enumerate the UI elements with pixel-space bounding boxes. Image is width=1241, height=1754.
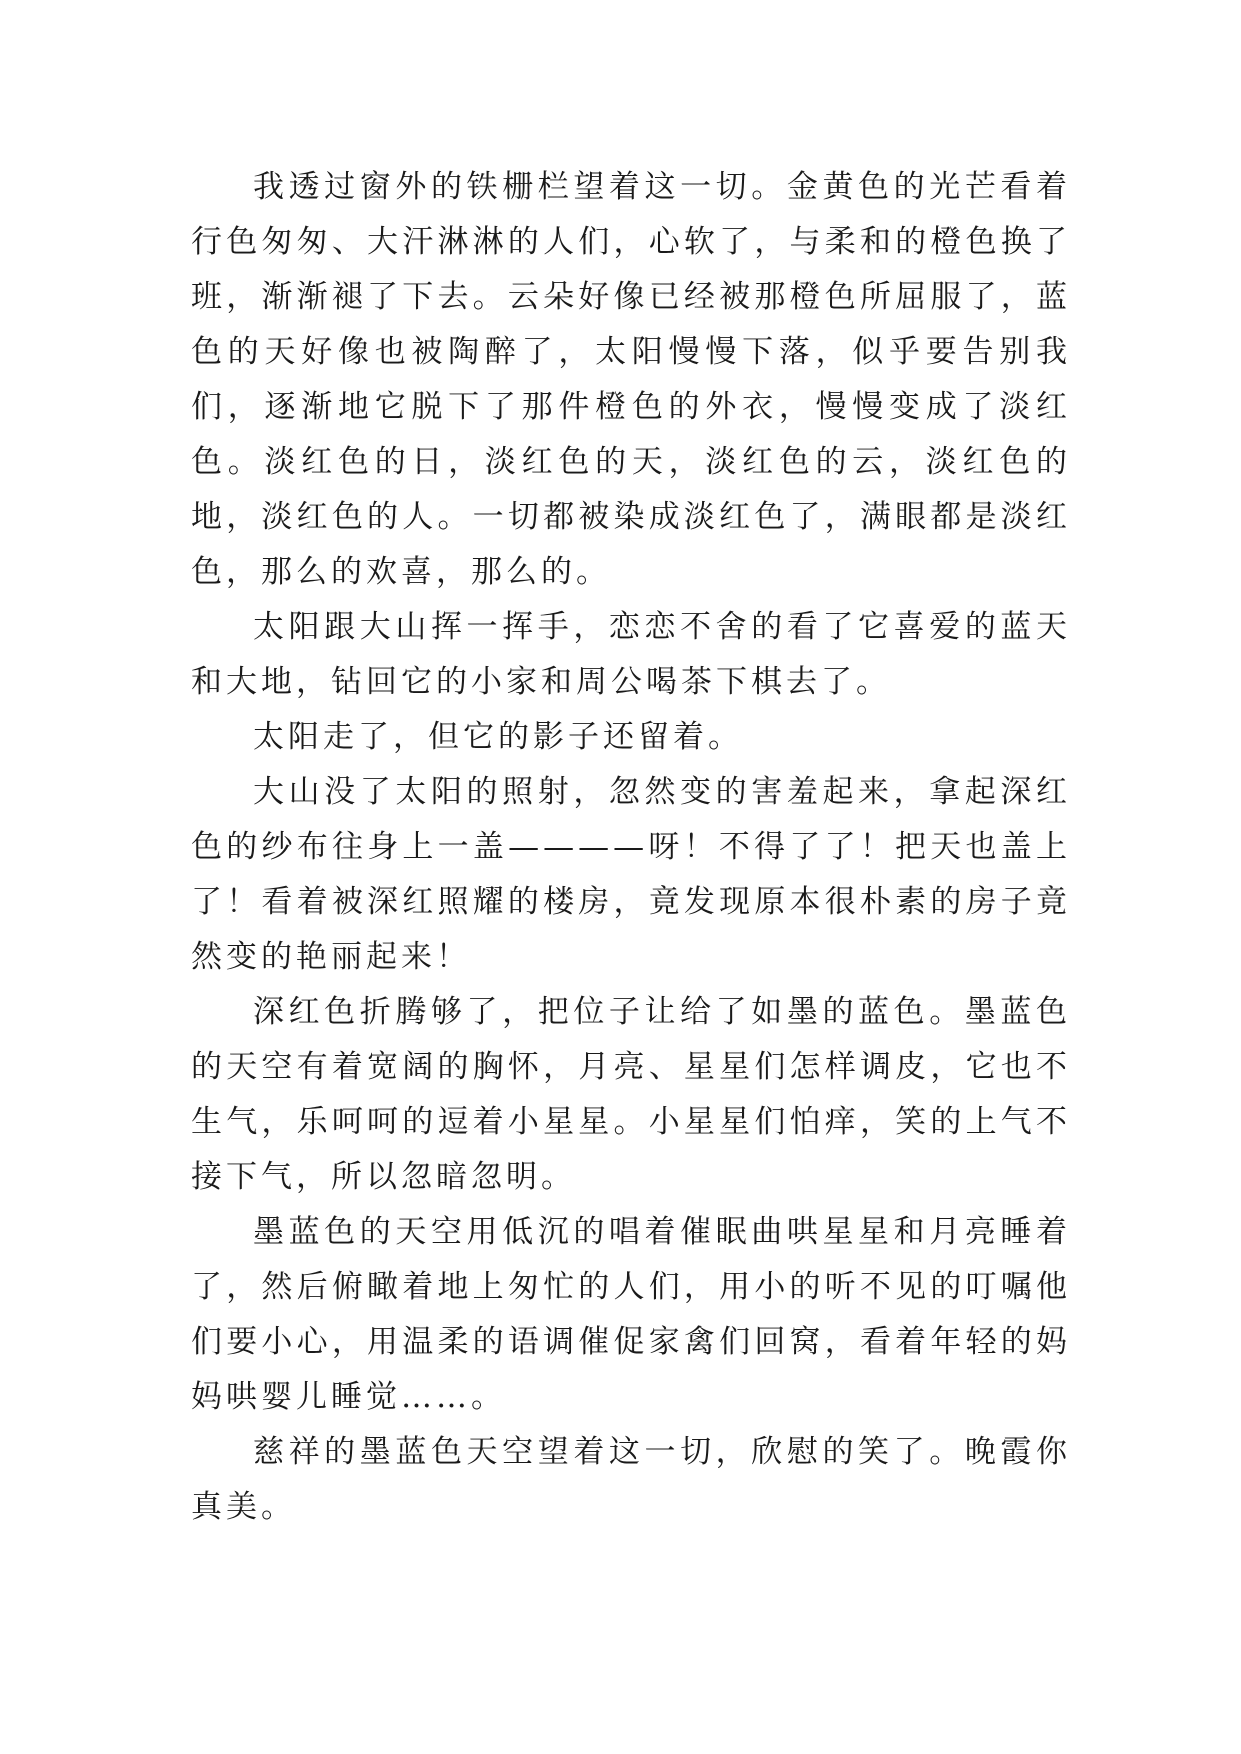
document-body (191, 160, 1071, 1535)
paragraph-2: 太阳跟大山挥一挥手，恋恋不舍的看了它喜爱的蓝天和大地，钻回它的小家和周公喝茶下棋去了。 (191, 609, 1071, 700)
paragraph-5: 深红色折腾够了，把位子让给了如墨的蓝色。墨蓝色的天空有着宽阔的胸怀，月亮、星星们怎样调皮，它也不生气，乐呵呵的逗着小星星。小星星们怕痒，笑的上气不接下气，所以忽暗忽明。 (191, 994, 1071, 1195)
paragraph-3: 太阳走了，但它的影子还留着。 (253, 719, 743, 755)
paragraph-6: 墨蓝色的天空用低沉的唱着催眠曲哄星星和月亮睡着了，然后俯瞰着地上匆忙的人们，用小的听不见的叮嘱他们要小心，用温柔的语调催促家禽们回窝，看着年轻的妈妈哄婴儿睡觉……。 (191, 1214, 1071, 1415)
paragraph-4: 大山没了太阳的照射，忽然变的害羞起来，拿起深红色的纱布往身上一盖————呀！不得了了！把天也盖上了！看着被深红照耀的楼房，竟发现原本很朴素的房子竟然变的艳丽起来！ (191, 774, 1071, 975)
paragraph-1: 我透过窗外的铁栅栏望着这一切。金黄色的光芒看着行色匆匆、大汗淋淋的人们，心软了，与柔和的橙色换了班，渐渐褪了下去。云朵好像已经被那橙色所屈服了，蓝色的天好像也被陶醉了，太阳慢慢下落，似乎要告别我们，逐渐地它脱下了那件橙色的外衣，慢慢变成了淡红色。淡红色的日，淡红色的天，淡红色的云，淡红色的地，淡红色的人。一切都被染成淡红色了，满眼都是淡红色，那么的欢喜，那么的。 (191, 169, 1071, 590)
paragraph-7: 慈祥的墨蓝色天空望着这一切，欣慰的笑了。晚霞你真美。 (191, 1434, 1071, 1525)
